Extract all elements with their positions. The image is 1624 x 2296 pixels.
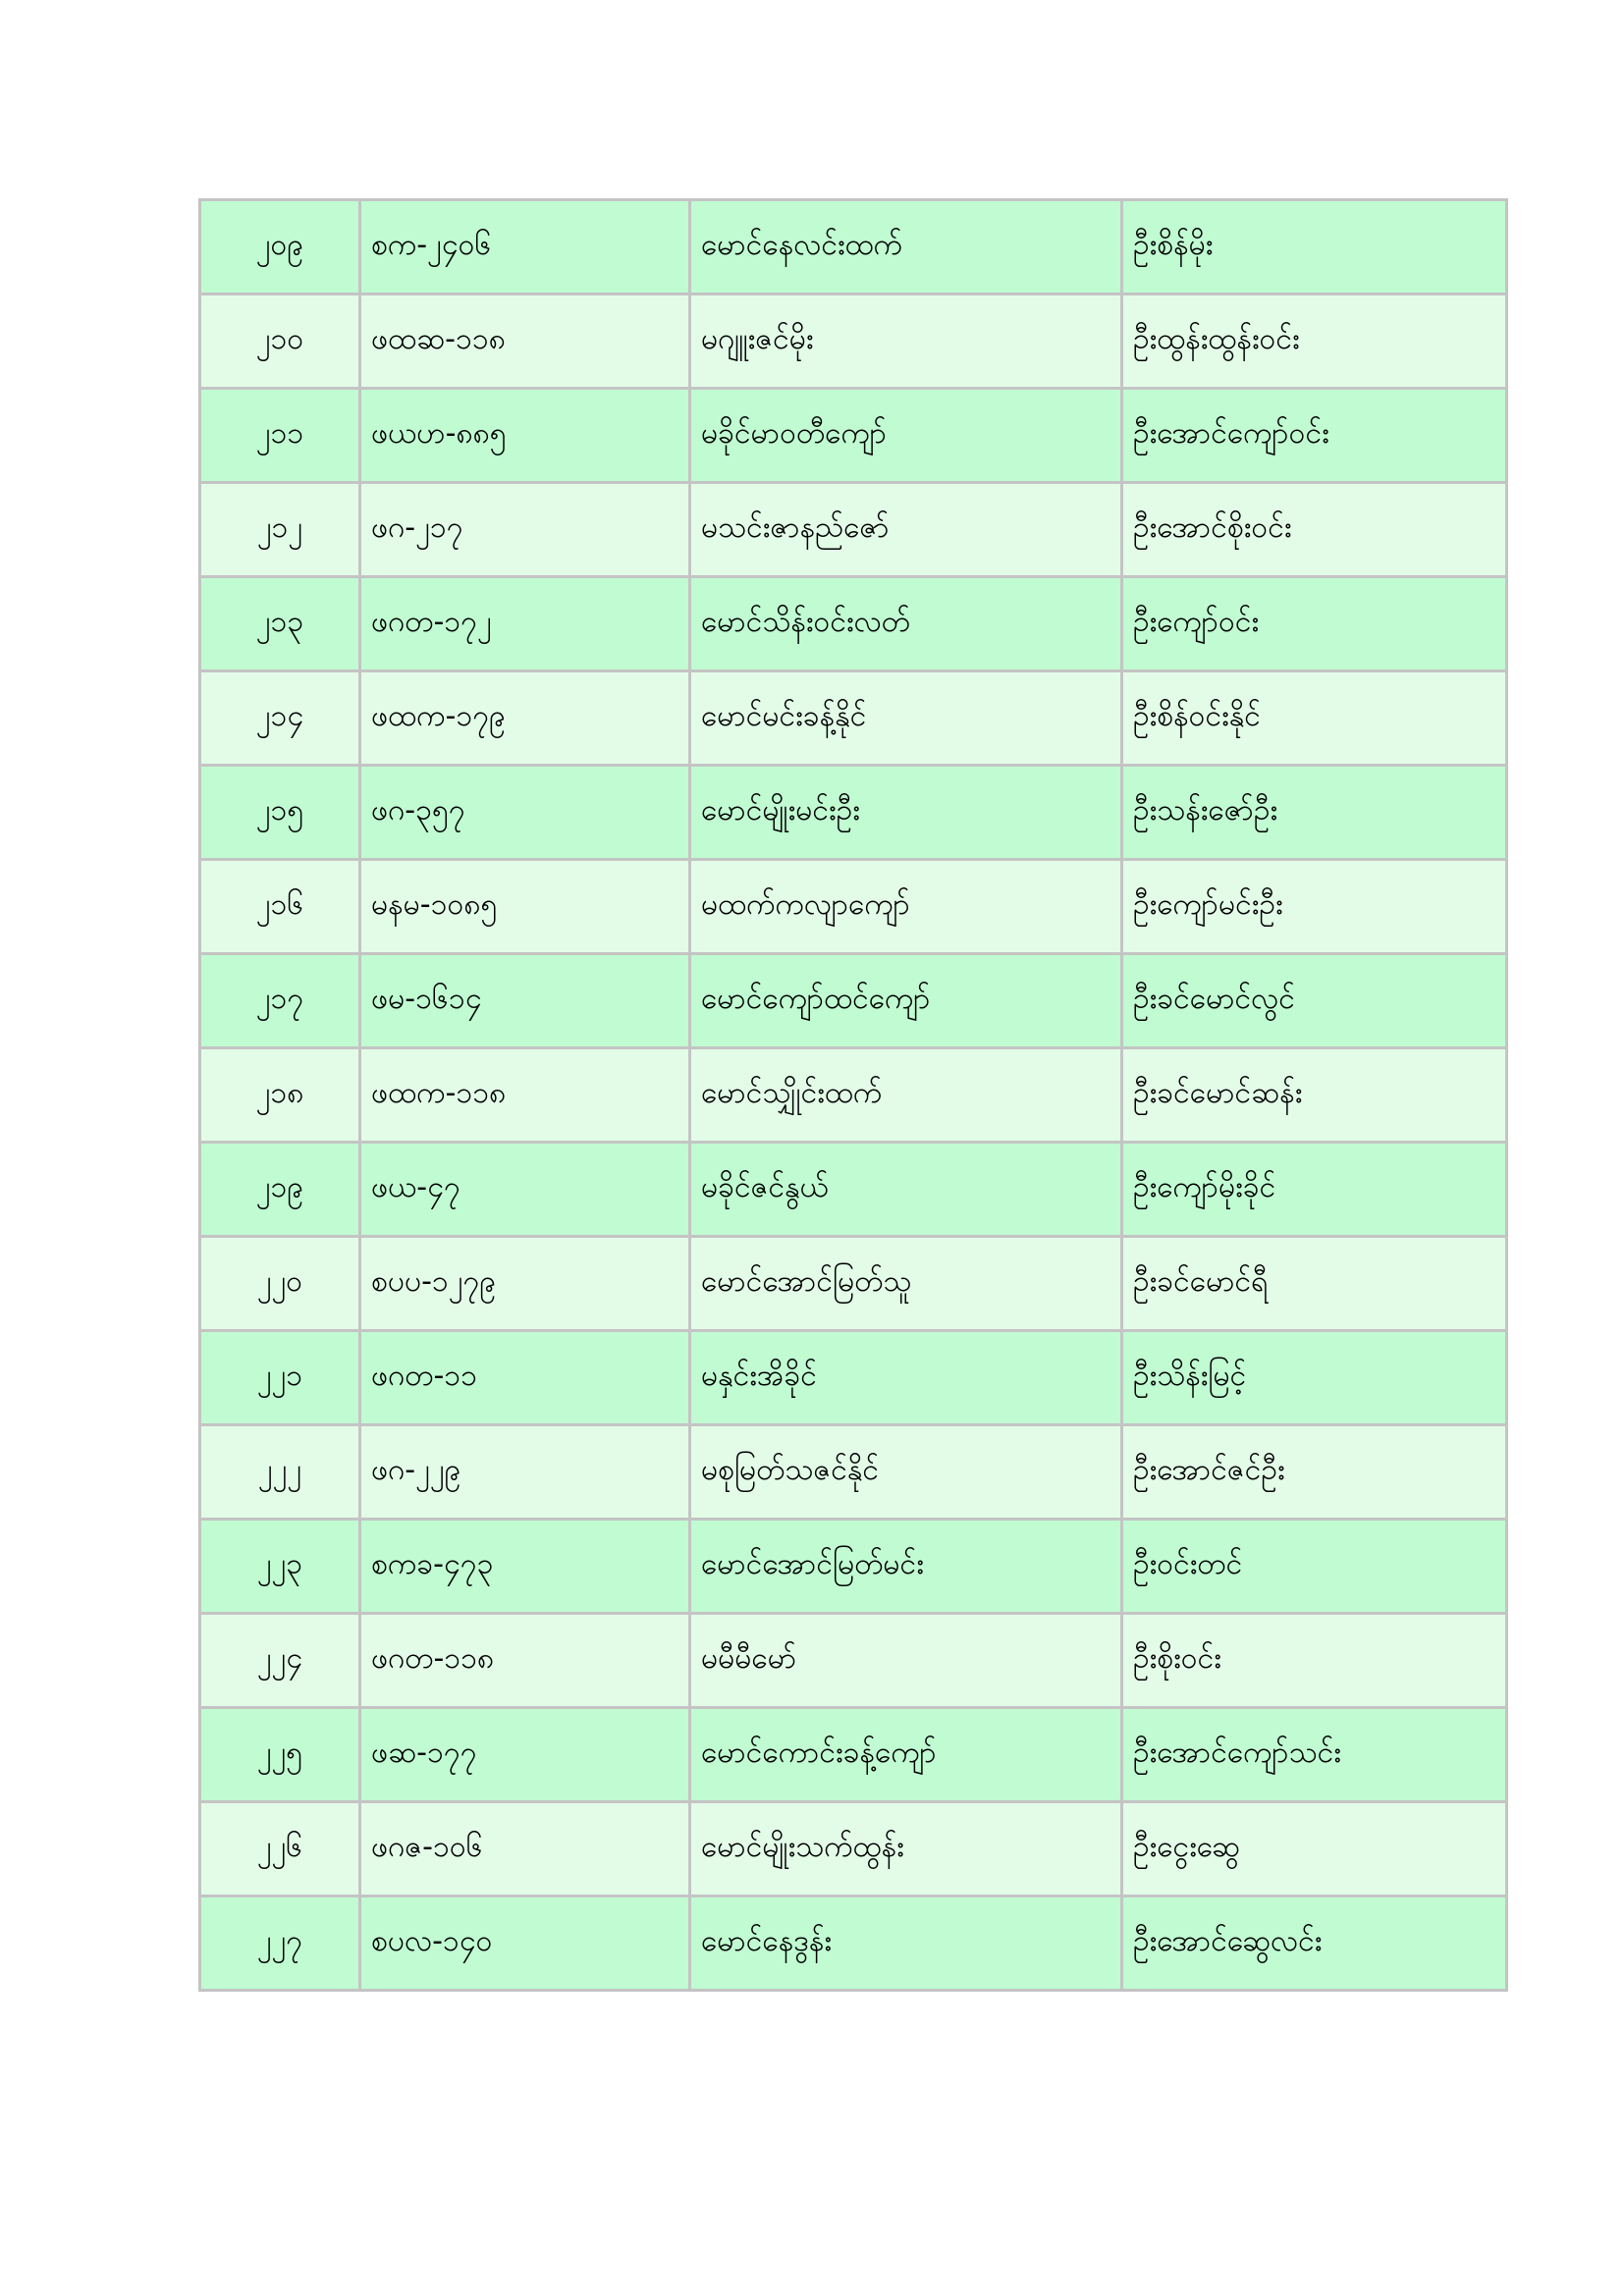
- cell-name: မောင်မင်းခန့်နိုင်: [690, 671, 1122, 766]
- table-row: [200, 577, 1507, 671]
- cell-id: ဖမ-၁၆၁၄: [360, 954, 690, 1048]
- cell-name: မောင်ကျော်ထင်ကျော်: [690, 954, 1122, 1048]
- cell-name: မနှင်းအိခိုင်: [690, 1331, 1122, 1425]
- cell-number: ၂၀၉: [200, 200, 360, 294]
- cell-father-name: ဦးစိန်ဝင်းနိုင်: [1122, 671, 1507, 766]
- cell-father-name: ဦးအောင်ဆွေလင်း: [1122, 1896, 1507, 1991]
- cell-number: ၂၂၀: [200, 1237, 360, 1331]
- cell-id: ဖဂတ-၁၇၂: [360, 577, 690, 671]
- table-row: [200, 1425, 1507, 1520]
- cell-name: မောင်သျှိုင်းထက်: [690, 1048, 1122, 1143]
- cell-id: ဖဂ-၂၁၇: [360, 483, 690, 577]
- cell-id: ဖထက-၁၁၈: [360, 1048, 690, 1143]
- cell-father-name: ဦးခင်မောင်ရီ: [1122, 1237, 1507, 1331]
- cell-name: မစုမြတ်သဇင်နိုင်: [690, 1425, 1122, 1520]
- table-row: [200, 1048, 1507, 1143]
- cell-number: ၂၁၇: [200, 954, 360, 1048]
- cell-id: ဖဂတ-၁၁: [360, 1331, 690, 1425]
- table-row: [200, 671, 1507, 766]
- cell-id: ဖဂ-၃၅၇: [360, 766, 690, 860]
- cell-number: ၂၁၃: [200, 577, 360, 671]
- cell-id: စက-၂၄၀၆: [360, 200, 690, 294]
- cell-father-name: ဦးခင်မောင်ဆန်း: [1122, 1048, 1507, 1143]
- cell-father-name: ဦးခင်မောင်လွင်: [1122, 954, 1507, 1048]
- cell-name: မောင်မျိုးမင်းဦး: [690, 766, 1122, 860]
- cell-father-name: ဦးငွေးဆွေ: [1122, 1802, 1507, 1896]
- cell-father-name: ဦးထွန်းထွန်းဝင်း: [1122, 294, 1507, 389]
- cell-number: ၂၂၇: [200, 1896, 360, 1991]
- cell-father-name: ဦးကျော်မိုးခိုင်: [1122, 1143, 1507, 1237]
- cell-father-name: ဦးကျော်ဝင်း: [1122, 577, 1507, 671]
- table-row: [200, 954, 1507, 1048]
- cell-name: မဂျူးဇင်မိုး: [690, 294, 1122, 389]
- cell-id: ဖယဟ-၈၈၅: [360, 389, 690, 483]
- cell-name: မောင်အောင်မြတ်မင်း: [690, 1520, 1122, 1614]
- cell-father-name: ဦးအောင်စိုးဝင်း: [1122, 483, 1507, 577]
- record-table: [198, 198, 1508, 1992]
- cell-number: ၂၂၃: [200, 1520, 360, 1614]
- cell-number: ၂၁၅: [200, 766, 360, 860]
- cell-id: ဖဆ-၁၇၇: [360, 1708, 690, 1802]
- cell-number: ၂၁၉: [200, 1143, 360, 1237]
- table-row: [200, 1520, 1507, 1614]
- cell-name: မောင်အောင်မြတ်သူ: [690, 1237, 1122, 1331]
- table-row: [200, 1143, 1507, 1237]
- cell-number: ၂၁၀: [200, 294, 360, 389]
- cell-name: မောင်မျိုးသက်ထွန်း: [690, 1802, 1122, 1896]
- cell-number: ၂၁၁: [200, 389, 360, 483]
- cell-id: မနမ-၁၀၈၅: [360, 860, 690, 954]
- cell-father-name: ဦးအောင်ကျော်ဝင်း: [1122, 389, 1507, 483]
- cell-number: ၂၂၂: [200, 1425, 360, 1520]
- cell-number: ၂၁၈: [200, 1048, 360, 1143]
- cell-father-name: ဦးသန်းဇော်ဦး: [1122, 766, 1507, 860]
- table-row: [200, 1331, 1507, 1425]
- cell-number: ၂၁၆: [200, 860, 360, 954]
- cell-name: မသင်းဇာနည်ဇော်: [690, 483, 1122, 577]
- cell-id: စကခ-၄၇၃: [360, 1520, 690, 1614]
- cell-id: ဖထက-၁၇၉: [360, 671, 690, 766]
- table-row: [200, 294, 1507, 389]
- cell-father-name: ဦးဝင်းတင်: [1122, 1520, 1507, 1614]
- cell-number: ၂၁၂: [200, 483, 360, 577]
- table-row: [200, 200, 1507, 294]
- table-row: [200, 1896, 1507, 1991]
- cell-name: မထက်ကလျာကျော်: [690, 860, 1122, 954]
- table-row: [200, 766, 1507, 860]
- cell-number: ၂၂၄: [200, 1614, 360, 1708]
- cell-id: ဖထဆ-၁၁၈: [360, 294, 690, 389]
- cell-father-name: ဦးစိုးဝင်း: [1122, 1614, 1507, 1708]
- cell-name: မခိုင်ဇင်နွယ်: [690, 1143, 1122, 1237]
- cell-name: မောင်နေဒွန်း: [690, 1896, 1122, 1991]
- cell-name: မောင်ကောင်းခန့်ကျော်: [690, 1708, 1122, 1802]
- cell-id: ဖဂတ-၁၁၈: [360, 1614, 690, 1708]
- table-row: [200, 860, 1507, 954]
- table-row: [200, 1237, 1507, 1331]
- table-row: [200, 1802, 1507, 1896]
- cell-father-name: ဦးအောင်ကျော်သင်း: [1122, 1708, 1507, 1802]
- cell-number: ၂၂၆: [200, 1802, 360, 1896]
- cell-id: ဖဂ-၂၂၉: [360, 1425, 690, 1520]
- cell-father-name: ဦးသိန်းမြင့်: [1122, 1331, 1507, 1425]
- cell-name: မောင်သိန်းဝင်းလတ်: [690, 577, 1122, 671]
- cell-id: စပပ-၁၂၇၉: [360, 1237, 690, 1331]
- table-row: [200, 483, 1507, 577]
- cell-father-name: ဦးအောင်ဇင်ဦး: [1122, 1425, 1507, 1520]
- table-row: [200, 1614, 1507, 1708]
- cell-name: မခိုင်မာဝတီကျော်: [690, 389, 1122, 483]
- cell-id: ဖဂဇ-၁၀၆: [360, 1802, 690, 1896]
- cell-number: ၂၂၅: [200, 1708, 360, 1802]
- cell-id: စပလ-၁၄၀: [360, 1896, 690, 1991]
- cell-father-name: ဦးကျော်မင်းဦး: [1122, 860, 1507, 954]
- table-row: [200, 389, 1507, 483]
- cell-name: မမီမီမော်: [690, 1614, 1122, 1708]
- cell-father-name: ဦးစိန်မိုး: [1122, 200, 1507, 294]
- record-table-body: [200, 200, 1507, 1991]
- cell-number: ၂၁၄: [200, 671, 360, 766]
- table-row: [200, 1708, 1507, 1802]
- cell-id: ဖယ-၄၇: [360, 1143, 690, 1237]
- cell-name: မောင်နေလင်းထက်: [690, 200, 1122, 294]
- cell-number: ၂၂၁: [200, 1331, 360, 1425]
